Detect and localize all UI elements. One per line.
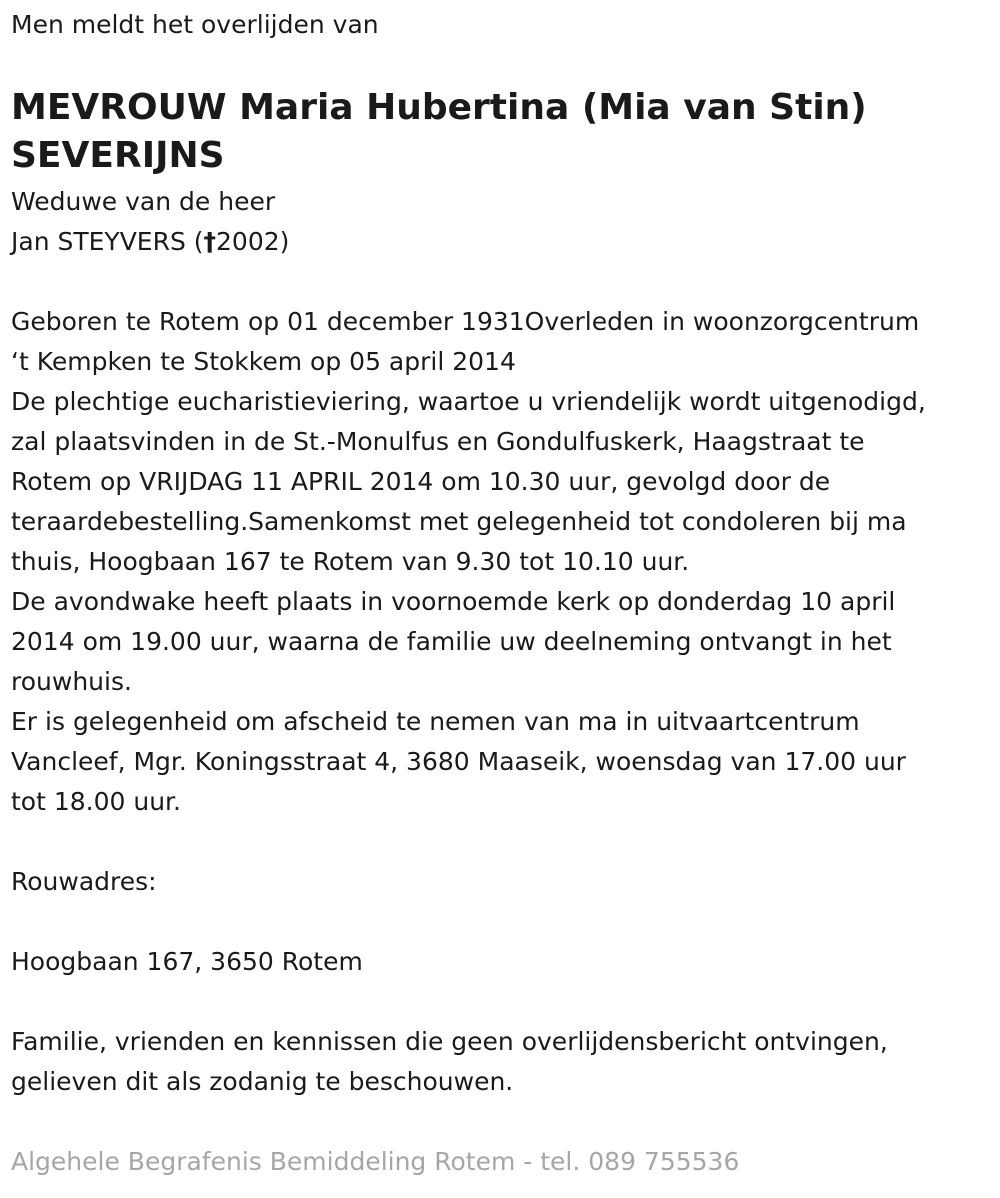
- funeral-home-footer: Algehele Begrafenis Bemiddeling Rotem - tel. 089 755536: [11, 1147, 740, 1176]
- widow-of-line-1: Weduwe van de heer: [11, 187, 276, 216]
- address-label: Rouwadres:: [11, 867, 157, 896]
- closing-line-1: Familie, vrienden en kennissen die geen overlijdensbericht ontvingen,: [11, 1027, 888, 1056]
- deceased-name: [11, 84, 867, 180]
- body-line: De plechtige eucharistieviering, waartoe u vriendelijk wordt uitgenodigd,: [11, 387, 926, 416]
- body-line: ‘t Kempken te Stokkem op 05 april 2014: [11, 347, 516, 376]
- deceased-name-line-1: MEVROUW Maria Hubertina (Mia van Stin): [11, 87, 867, 128]
- body-line: De avondwake heeft plaats in voornoemde kerk op donderdag 10 april: [11, 587, 896, 616]
- body-line: zal plaatsvinden in de St.-Monulfus en Gondulfuskerk, Haagstraat te: [11, 427, 865, 456]
- closing-line-2: gelieven dit als zodanig te beschouwen.: [11, 1067, 514, 1096]
- body-line: tot 18.00 uur.: [11, 787, 181, 816]
- spacer: [11, 822, 991, 862]
- deceased-name-line-2: SEVERIJNS: [11, 135, 225, 176]
- mourning-address: Hoogbaan 167, 3650 Rotem: [11, 947, 363, 976]
- widow-of: [11, 182, 289, 262]
- body-line: Rotem op VRIJDAG 11 APRIL 2014 om 10.30 uur, gevolgd door de: [11, 467, 831, 496]
- body-line: teraardebestelling.Samenkomst met gelegenheid tot condoleren bij ma: [11, 507, 907, 536]
- body-line: 2014 om 19.00 uur, waarna de familie uw deelneming ontvangt in het: [11, 627, 892, 656]
- body-line: Er is gelegenheid om afscheid te nemen van ma in uitvaartcentrum: [11, 707, 860, 736]
- spacer: [11, 902, 991, 942]
- notice-body: [11, 302, 991, 1102]
- intro-text: Men meldt het overlijden van: [11, 10, 379, 39]
- body-line: Vancleef, Mgr. Koningsstraat 4, 3680 Maaseik, woensdag van 17.00 uur: [11, 747, 906, 776]
- body-line: Geboren te Rotem op 01 december 1931Overleden in woonzorgcentrum: [11, 307, 920, 336]
- body-line: rouwhuis.: [11, 667, 132, 696]
- cross-icon: †: [203, 227, 217, 256]
- body-line: thuis, Hoogbaan 167 te Rotem van 9.30 tot 10.10 uur.: [11, 547, 690, 576]
- spouse-death-year: 2002): [216, 227, 290, 256]
- widow-of-line-2: [11, 222, 289, 262]
- spouse-name: Jan STEYVERS (: [11, 227, 204, 256]
- spacer: [11, 982, 991, 1022]
